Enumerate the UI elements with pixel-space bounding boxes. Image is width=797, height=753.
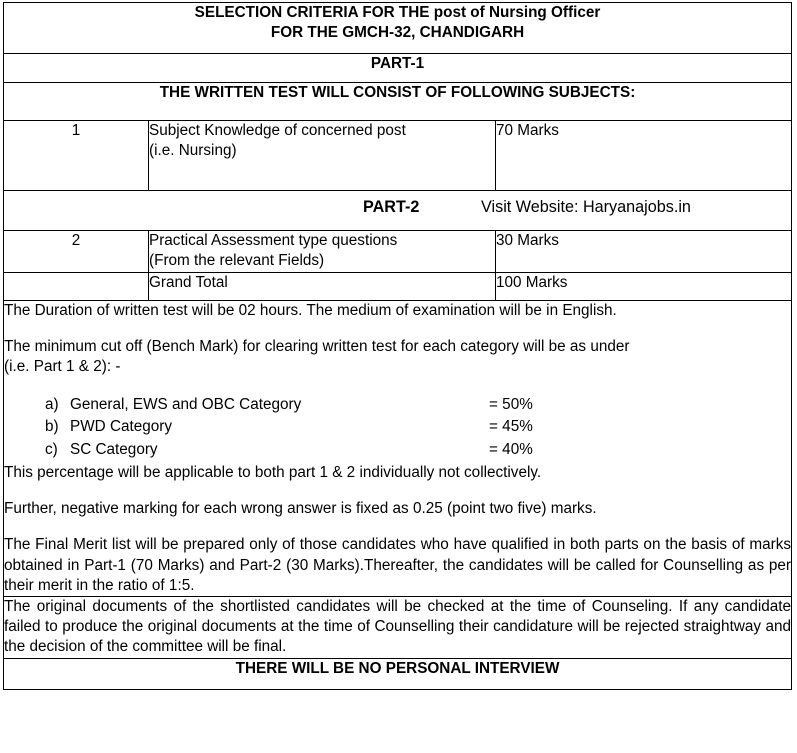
table-row-subjects-heading bbox=[4, 83, 792, 121]
row-2-description-line-1: Practical Assessment type questions bbox=[149, 232, 398, 249]
table-row-part2-banner bbox=[4, 191, 792, 231]
grand-total-sr-no bbox=[4, 273, 149, 301]
list-item-marker-c: c) bbox=[45, 440, 58, 458]
title-line-1: SELECTION CRITERIA FOR THE post of Nursing Officer bbox=[194, 4, 601, 21]
selection-criteria-table bbox=[3, 2, 792, 690]
table-row-part1 bbox=[4, 54, 792, 83]
merit-list-paragraph: The Final Merit list will be prepared only of those candidates who have qualified in both parts on the basis of marks obtained in Part-1 (70 Marks) and Part-2 (30 Marks).Thereafter, the candidates will be called for Counselling as per their merit in the ratio of 1:5. bbox=[4, 536, 792, 594]
row-1-description bbox=[149, 121, 496, 191]
list-item-marker-b: b) bbox=[45, 418, 59, 436]
row-2-marks: 30 Marks bbox=[496, 231, 792, 273]
list-item bbox=[4, 394, 791, 417]
table-row-footer bbox=[4, 658, 792, 689]
list-item bbox=[4, 416, 791, 439]
row-1-description-line-2: (i.e. Nursing) bbox=[149, 142, 237, 160]
original-documents-block bbox=[4, 597, 792, 659]
table-row bbox=[4, 121, 792, 191]
row-2-sr-no: 2 bbox=[4, 231, 149, 273]
cutoff-paragraph-line-1: The minimum cut off (Bench Mark) for clearing written test for each category will be as under bbox=[4, 338, 630, 356]
list-item-label-a: General, EWS and OBC Category bbox=[70, 395, 302, 413]
percentage-note: This percentage will be applicable to both part 1 & 2 individually not collectively. bbox=[4, 464, 542, 482]
part-2-banner-inner bbox=[4, 191, 791, 230]
list-item-label-c: SC Category bbox=[70, 440, 158, 458]
negative-marking-paragraph: Further, negative marking for each wrong answer is fixed as 0.25 (point two five) marks. bbox=[4, 500, 597, 518]
subjects-heading: THE WRITTEN TEST WILL CONSIST OF FOLLOWING SUBJECTS: bbox=[4, 83, 792, 121]
row-1-marks: 70 Marks bbox=[496, 121, 792, 191]
row-2-description-line-2: (From the relevant Fields) bbox=[149, 252, 325, 270]
document-title bbox=[4, 3, 792, 54]
list-item-value-c: = 40% bbox=[489, 440, 533, 458]
table-row bbox=[4, 231, 792, 273]
list-item bbox=[4, 439, 791, 462]
cutoff-paragraph-line-2: (i.e. Part 1 & 2): - bbox=[4, 358, 121, 376]
website-notice: Visit Website: Haryanajobs.in bbox=[481, 198, 691, 216]
original-documents-paragraph: The original documents of the shortlisted candidates will be checked at the time of Counseling. If any candidate failed to produce the original documents at the time of Counselling their candidature will be rejected straightway and the decision of the committee will be final. bbox=[4, 598, 792, 656]
body-content bbox=[4, 301, 792, 597]
grand-total-marks: 100 Marks bbox=[496, 273, 792, 301]
table-row-body bbox=[4, 301, 792, 597]
part-2-banner bbox=[4, 191, 792, 231]
cutoff-criteria-list bbox=[4, 394, 791, 462]
table-row-title bbox=[4, 3, 792, 54]
list-item-marker-a: a) bbox=[45, 395, 59, 413]
duration-paragraph: The Duration of written test will be 02 hours. The medium of examination will be in English. bbox=[4, 302, 617, 319]
grand-total-label: Grand Total bbox=[149, 273, 496, 301]
no-interview-notice: THERE WILL BE NO PERSONAL INTERVIEW bbox=[4, 658, 792, 689]
list-item-label-b: PWD Category bbox=[70, 418, 173, 436]
list-item-value-b: = 45% bbox=[489, 418, 533, 436]
row-1-sr-no: 1 bbox=[4, 121, 149, 191]
list-item-value-a: = 50% bbox=[489, 395, 533, 413]
part-2-label: PART-2 bbox=[363, 198, 420, 216]
title-line-2: FOR THE GMCH-32, CHANDIGARH bbox=[270, 24, 525, 42]
row-1-description-line-1: Subject Knowledge of concerned post bbox=[149, 122, 406, 139]
cutoff-paragraph bbox=[4, 337, 791, 377]
table-row-grand-total bbox=[4, 273, 792, 301]
table-row-original-documents bbox=[4, 597, 792, 659]
part-1-label: PART-1 bbox=[4, 54, 792, 83]
row-2-description bbox=[149, 231, 496, 273]
